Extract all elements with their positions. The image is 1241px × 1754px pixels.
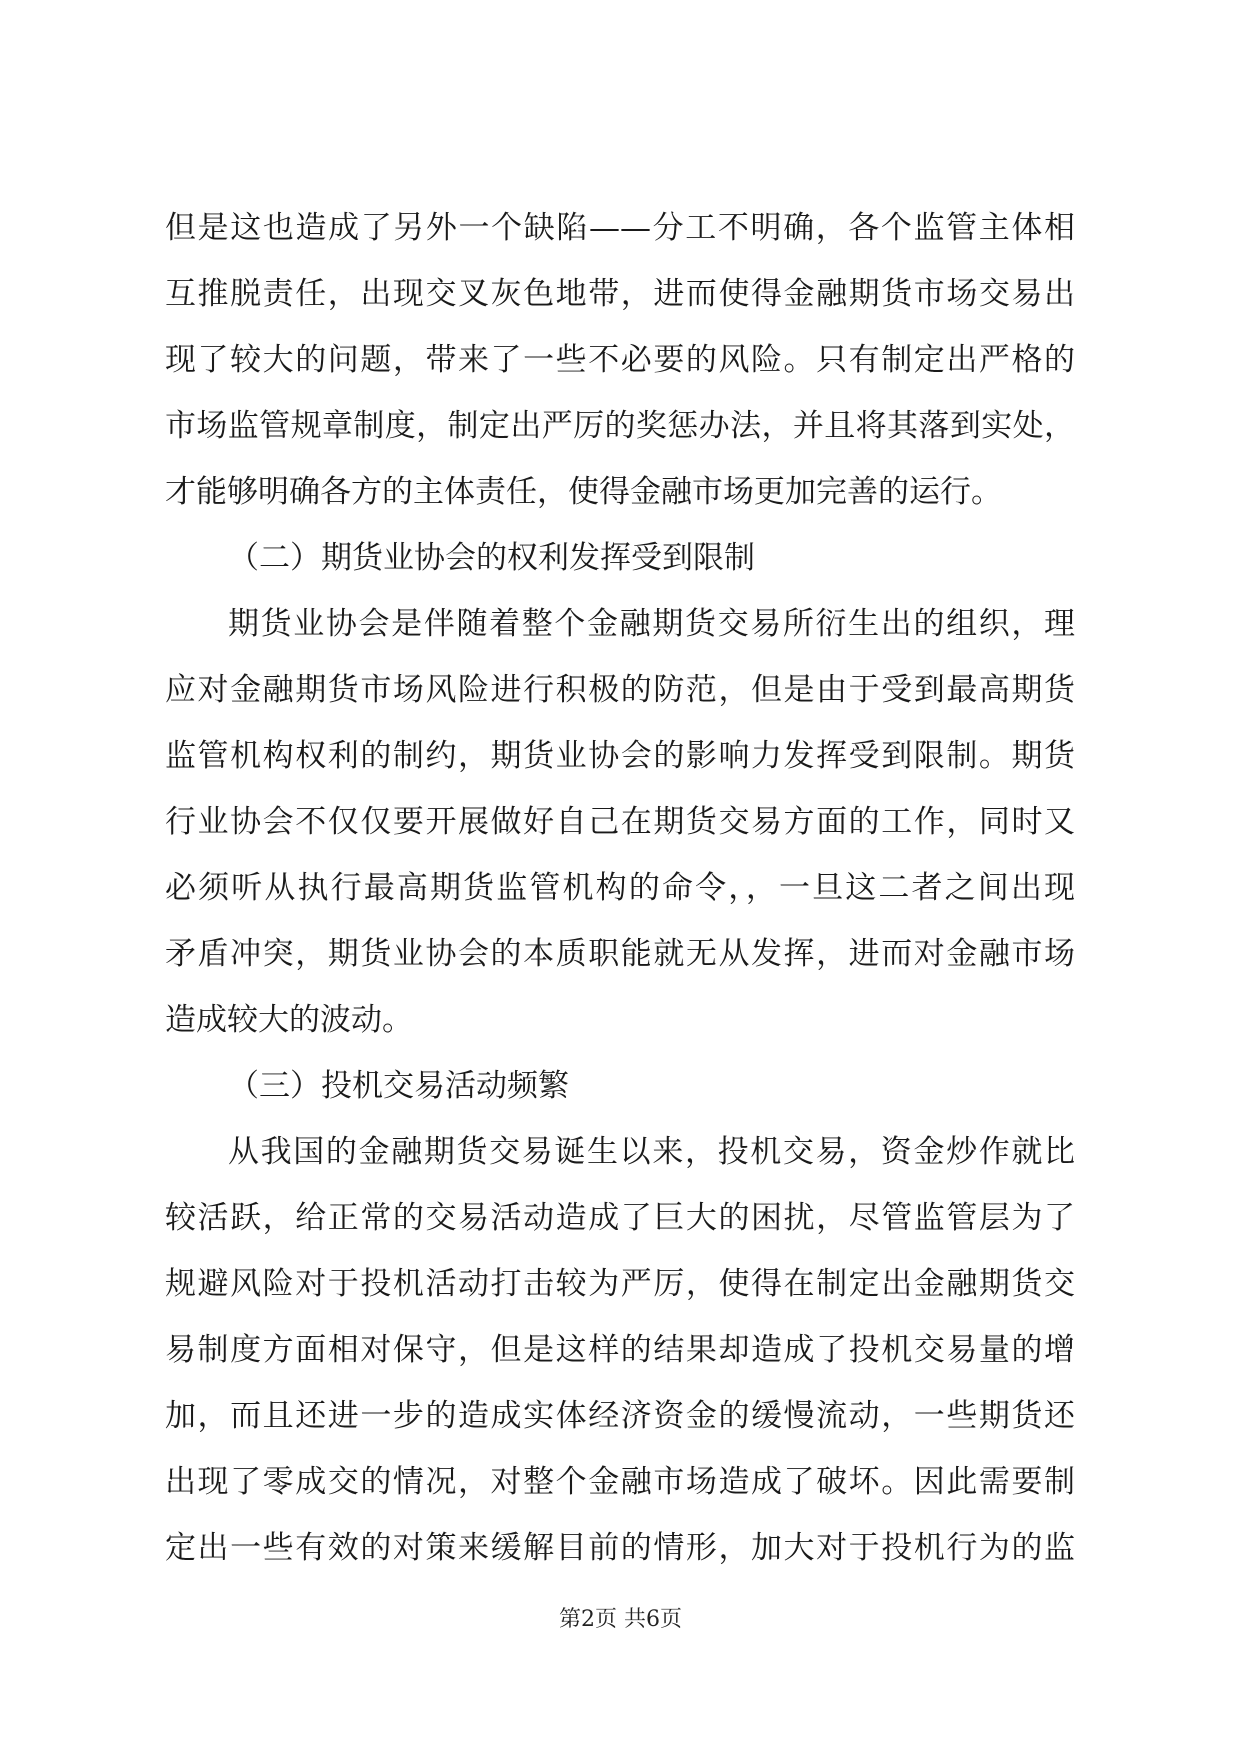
body-text-line: 才能够明确各方的主体责任，使得金融市场更加完善的运行。 — [165, 474, 1002, 510]
body-text-line: 加，而且还进一步的造成实体经济资金的缓慢流动，一些期货还 — [165, 1398, 1075, 1434]
body-text-line: 互推脱责任，出现交叉灰色地带，进而使得金融期货市场交易出 — [165, 276, 1075, 312]
body-text-line: 造成较大的波动。 — [165, 1002, 413, 1038]
body-text-line: 较活跃，给正常的交易活动造成了巨大的困扰，尽管监管层为了 — [165, 1200, 1075, 1236]
body-text-line: 监管机构权利的制约，期货业协会的影响力发挥受到限制。期货 — [165, 738, 1075, 774]
body-text-line: 市场监管规章制度，制定出严厉的奖惩办法，并且将其落到实处， — [165, 408, 1075, 444]
body-text-line: 行业协会不仅仅要开展做好自己在期货交易方面的工作，同时又 — [165, 804, 1075, 840]
body-text-line: 应对金融期货市场风险进行积极的防范，但是由于受到最高期货 — [165, 672, 1075, 708]
body-text-line: 但是这也造成了另外一个缺陷——分工不明确，各个监管主体相 — [165, 210, 1075, 246]
section-heading-3: （三）投机交易活动频繁 — [228, 1068, 569, 1104]
page-number-footer: 第2页 共6页 — [559, 1607, 682, 1632]
body-text-line: 规避风险对于投机活动打击较为严厉，使得在制定出金融期货交 — [165, 1266, 1075, 1302]
paragraph-first-line: 从我国的金融期货交易诞生以来，投机交易，资金炒作就比 — [228, 1134, 1075, 1170]
body-text-line: 易制度方面相对保守，但是这样的结果却造成了投机交易量的增 — [165, 1332, 1075, 1368]
paragraph-first-line: 期货业协会是伴随着整个金融期货交易所衍生出的组织，理 — [228, 606, 1075, 642]
body-text-line: 现了较大的问题，带来了一些不必要的风险。只有制定出严格的 — [165, 342, 1075, 378]
section-heading-2: （二）期货业协会的权利发挥受到限制 — [228, 540, 755, 576]
body-text-line: 必须听从执行最高期货监管机构的命令，，一旦这二者之间出现 — [165, 870, 1075, 906]
body-text-line: 定出一些有效的对策来缓解目前的情形，加大对于投机行为的监 — [165, 1530, 1075, 1566]
body-text-line: 出现了零成交的情况，对整个金融市场造成了破坏。因此需要制 — [165, 1464, 1075, 1500]
body-text-line: 矛盾冲突，期货业协会的本质职能就无从发挥，进而对金融市场 — [165, 936, 1075, 972]
